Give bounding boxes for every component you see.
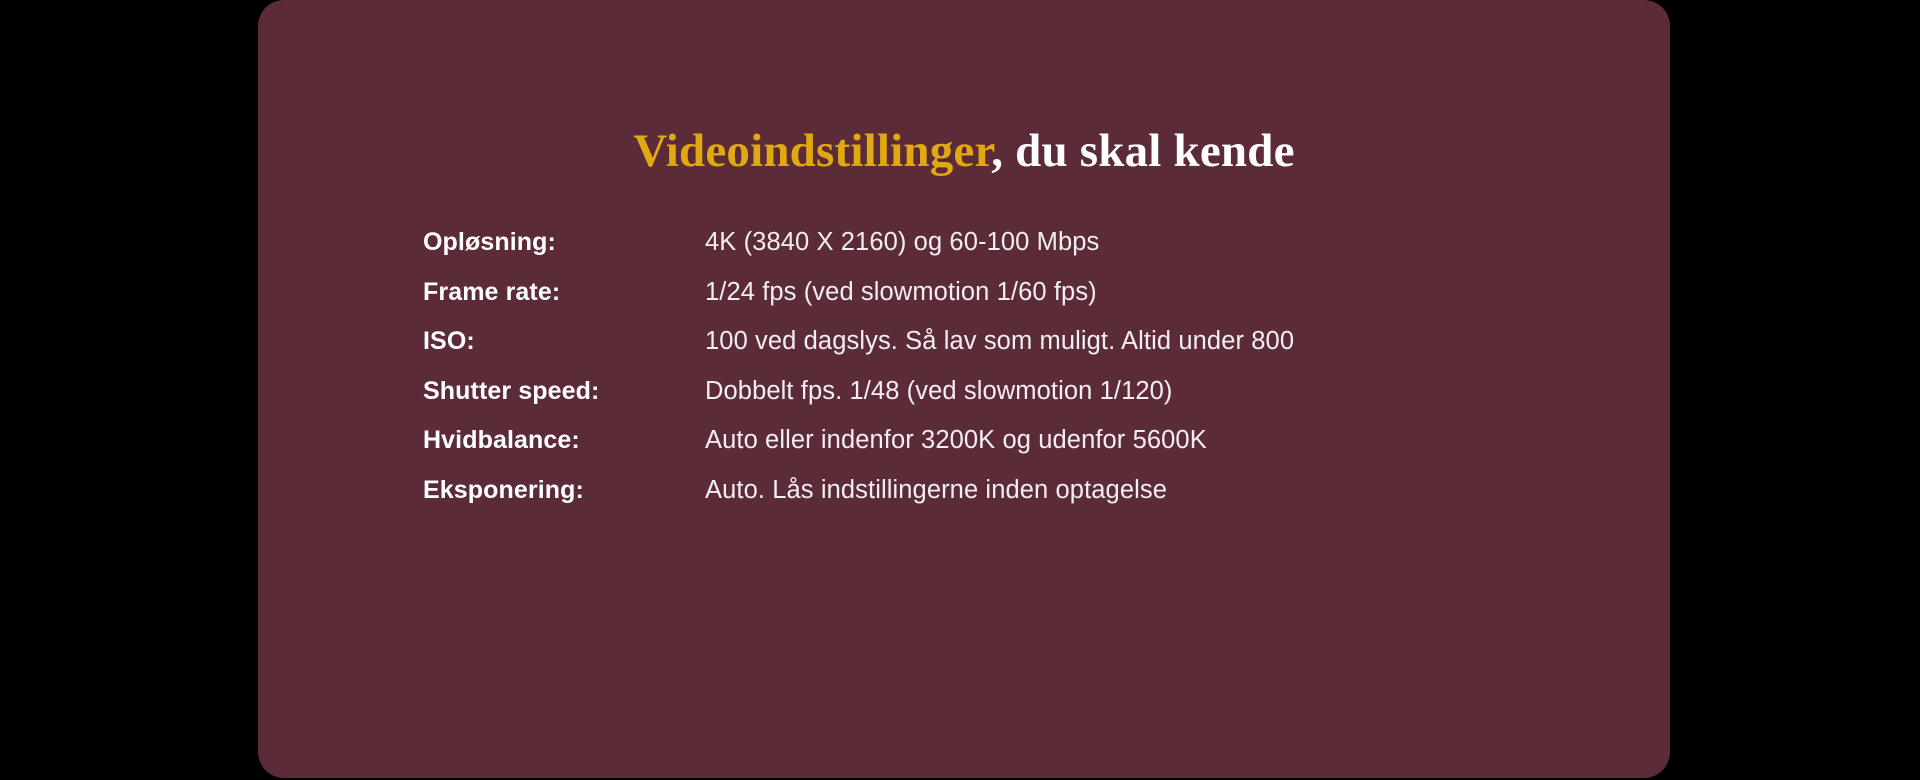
list-item	[423, 278, 1583, 307]
setting-value-iso: 100 ved dagslys. Så lav som muligt. Altid under 800	[705, 327, 1295, 355]
list-item	[423, 377, 1583, 406]
list-item	[423, 228, 1583, 257]
setting-value-frame-rate: 1/24 fps (ved slowmotion 1/60 fps)	[705, 277, 1097, 306]
setting-label-exposure: Eksponering:	[423, 475, 584, 504]
page-title-accent: Videoindstillinger	[633, 125, 992, 178]
list-item	[423, 426, 1583, 455]
list-item	[423, 327, 1583, 356]
setting-label-resolution: Opløsning:	[423, 228, 556, 256]
setting-label-white-balance: Hvidbalance:	[423, 426, 580, 454]
setting-value-exposure: Auto. Lås indstillingerne inden optagelse	[705, 475, 1168, 504]
setting-label-shutter-speed: Shutter speed:	[423, 376, 600, 405]
setting-label-frame-rate: Frame rate:	[423, 277, 561, 306]
list-item	[423, 476, 1583, 505]
setting-value-white-balance: Auto eller indenfor 3200K og udenfor 5600K	[705, 426, 1207, 454]
page-title-rest: , du skal kende	[991, 125, 1295, 178]
setting-label-iso: ISO:	[423, 327, 475, 355]
video-settings-card	[258, 0, 1670, 778]
setting-value-shutter-speed: Dobbelt fps. 1/48 (ved slowmotion 1/120)	[705, 376, 1173, 405]
setting-value-resolution: 4K (3840 X 2160) og 60-100 Mbps	[705, 228, 1100, 256]
page-title	[258, 124, 1670, 178]
settings-list	[423, 228, 1583, 525]
